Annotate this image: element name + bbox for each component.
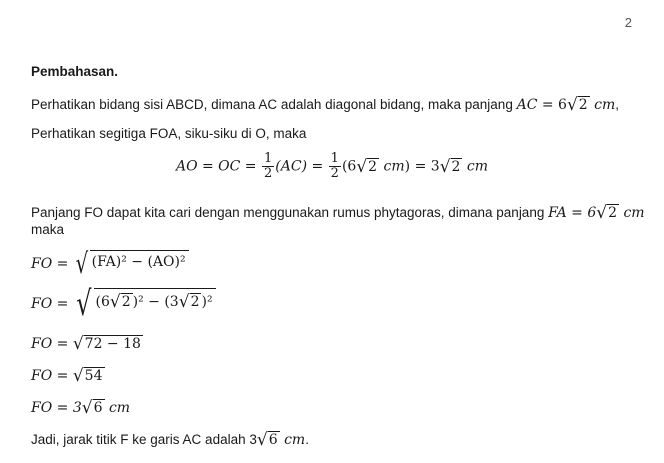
- math-ac: AC: [516, 97, 538, 113]
- sqrt-2d: √2: [596, 203, 618, 223]
- sqrt-step-5: √6: [81, 398, 103, 418]
- sqrt-2c: √2: [439, 156, 461, 177]
- page-number: 2: [624, 15, 632, 30]
- sqrt-2b: √2: [356, 156, 378, 177]
- eq-ao-unit: cm: [379, 158, 405, 175]
- paragraph-maka: maka: [31, 222, 65, 237]
- eq-ao-open: (6: [341, 158, 357, 175]
- period: .: [305, 432, 309, 447]
- paragraph-triangle: Perhatikan segitiga FOA, siku-siku di O, maka: [31, 126, 307, 141]
- eq-ao-close: ): [404, 158, 411, 175]
- math-eq: = 6: [537, 97, 567, 113]
- paragraph-pythagoras: [31, 203, 645, 223]
- step-4-lhs: FO =: [31, 368, 73, 384]
- step-5-unit: cm: [104, 400, 131, 416]
- sqrt-step-3: √72 − 18: [72, 334, 141, 354]
- paragraph-diagonal: [31, 95, 619, 115]
- step-5-lhs: FO = 3: [31, 400, 82, 416]
- math-fa-unit: cm: [619, 205, 645, 221]
- step-1: [31, 247, 189, 280]
- step-5: [31, 398, 130, 418]
- conclusion-text: Jadi, jarak titik F ke garis AC adalah 3: [31, 432, 257, 447]
- eq-ao-lhs: AO = OC =: [175, 158, 261, 175]
- eq-ao-result-unit: cm: [462, 158, 489, 175]
- fraction-half: $\frac{1}{2}$: [264, 151, 273, 181]
- sqrt-step-1: √ (FA)² − (AO)²: [73, 250, 189, 278]
- sqrt-2: √2: [566, 95, 588, 115]
- step-4: [31, 366, 105, 386]
- equation-ao: [0, 152, 664, 181]
- step-2: [31, 284, 216, 324]
- sqrt-conclusion: √6: [256, 430, 278, 450]
- step-1-lhs: FO =: [31, 256, 73, 272]
- step-2-lhs: FO =: [31, 296, 73, 312]
- math-fa: FA = 6: [548, 205, 597, 221]
- eq-ao-result: = 3: [410, 158, 440, 175]
- conclusion-unit: cm: [279, 432, 306, 448]
- fraction-half-2: $\frac{1}{2}$: [330, 151, 339, 181]
- comma: ,: [615, 97, 620, 112]
- sqrt-step-4: √54: [72, 366, 103, 386]
- conclusion: [31, 430, 309, 450]
- step-3-lhs: FO =: [31, 336, 73, 352]
- eq-ao-part1: (AC) =: [275, 158, 328, 175]
- unit-cm: cm: [589, 97, 616, 113]
- sqrt-step-2: √ (6√2 )² − (3√2 )²: [73, 288, 216, 320]
- heading: Pembahasan.: [31, 64, 119, 79]
- step-3: [31, 334, 143, 354]
- paragraph-pythagoras-text: Panjang FO dapat kita cari dengan menggunakan rumus phytagoras, dimana panjang: [31, 205, 549, 220]
- paragraph-diagonal-text: Perhatikan bidang sisi ABCD, dimana AC adalah diagonal bidang, maka panjang: [31, 97, 517, 112]
